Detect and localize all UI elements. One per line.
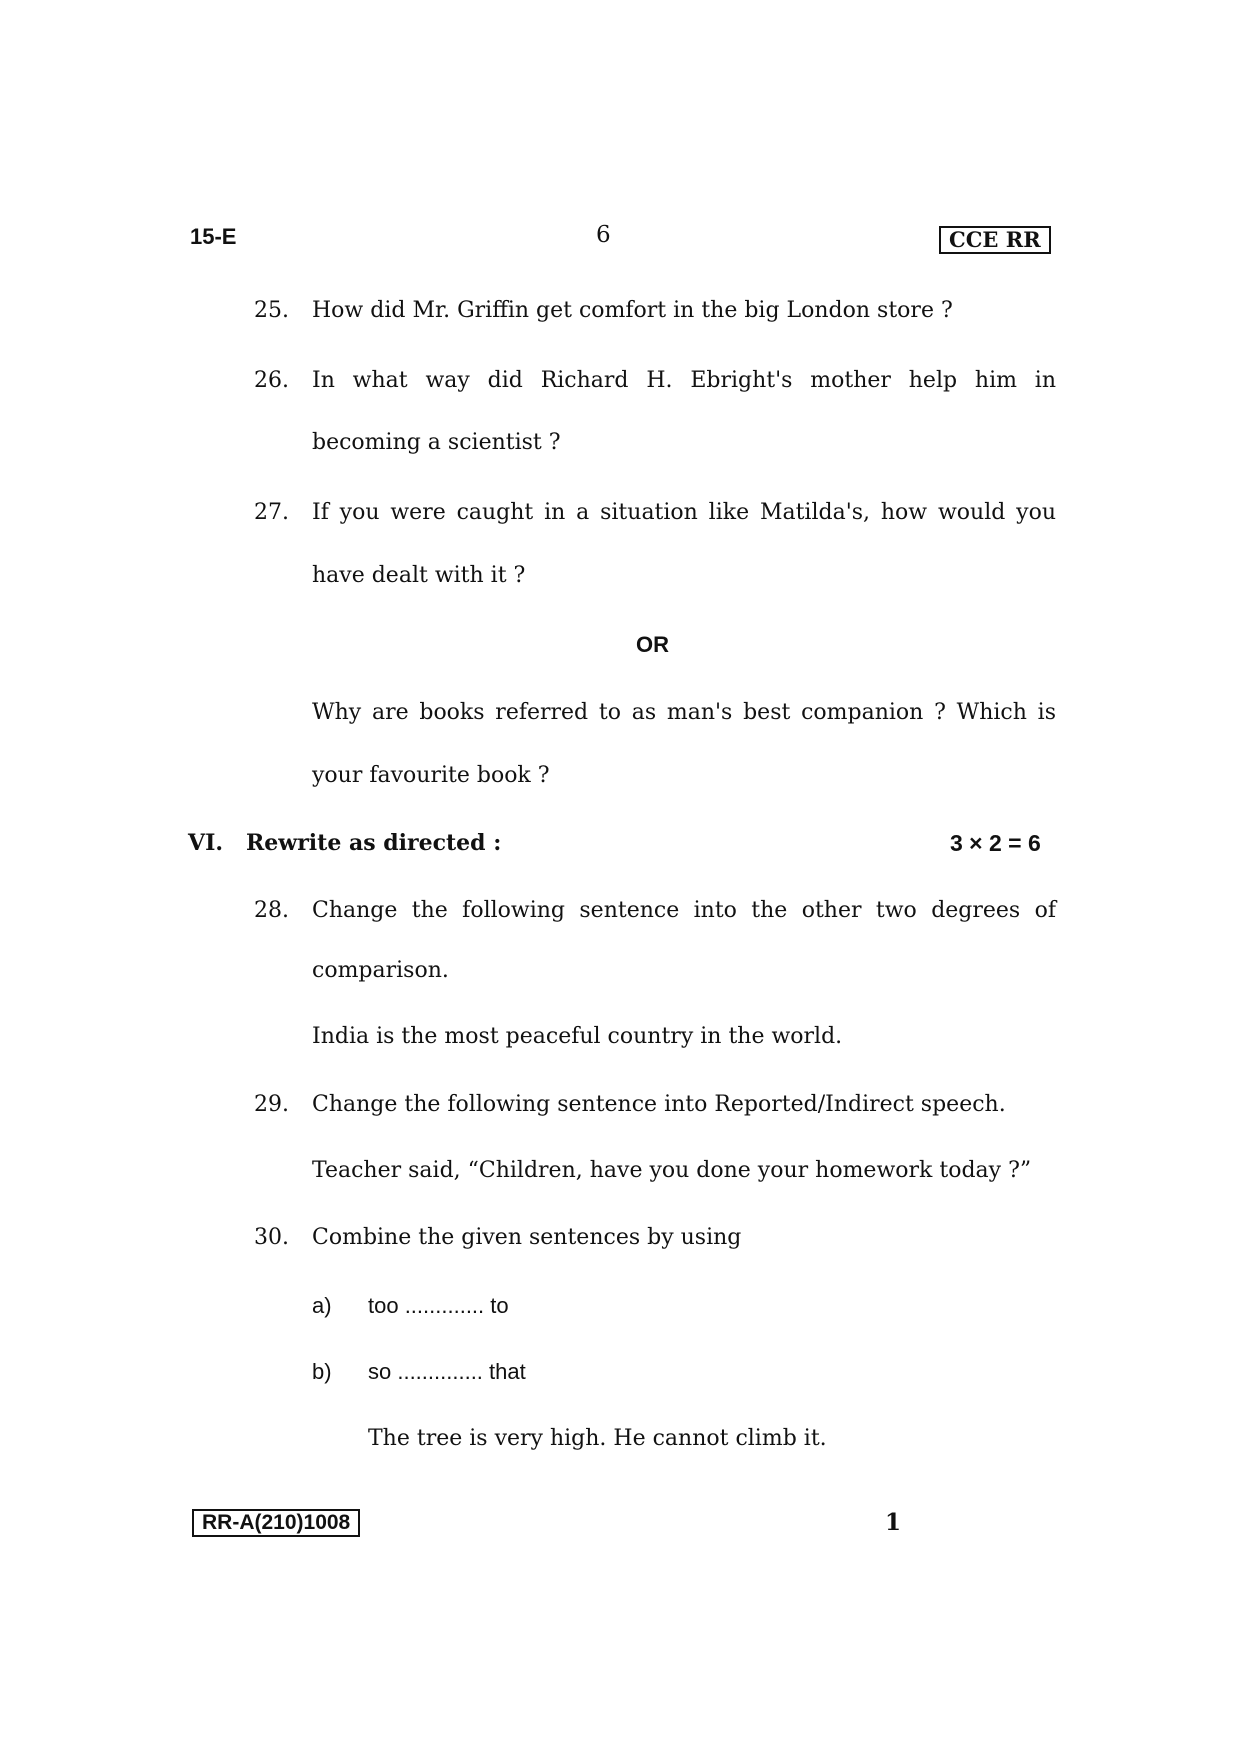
q28-sentence: India is the most peaceful country in the world. — [312, 1024, 843, 1049]
q26-line1: In what way did Richard H. Ebright's mother help him in — [312, 368, 1056, 393]
q29-number: 29. — [254, 1092, 289, 1117]
q27-alt-line1: Why are books referred to as man's best companion ? Which is — [312, 700, 1056, 725]
q30-option-a-text: too ............. to — [368, 1293, 509, 1318]
or-label: OR — [636, 632, 669, 657]
q25-text: How did Mr. Griffin get comfort in the big London store ? — [312, 298, 953, 323]
q30-option-a-label: a) — [312, 1293, 332, 1318]
q28-line2: comparison. — [312, 958, 449, 983]
q30-option-b-label: b) — [312, 1359, 332, 1384]
paper-code: 15-E — [190, 224, 237, 249]
footer-code-badge: RR-A(210)1008 — [192, 1509, 360, 1537]
q29-sentence: Teacher said, “Children, have you done your homework today ?” — [312, 1158, 1032, 1183]
section-vi-number: VI. — [188, 830, 224, 856]
q27-line2: have dealt with it ? — [312, 563, 526, 588]
q28-number: 28. — [254, 898, 289, 923]
q30-number: 30. — [254, 1225, 289, 1250]
cce-rr-badge: CCE RR — [939, 226, 1051, 254]
section-vi-title: Rewrite as directed : — [246, 830, 502, 856]
q30-line1: Combine the given sentences by using — [312, 1225, 742, 1250]
footer-number: 1 — [885, 1509, 902, 1536]
q30-sentence: The tree is very high. He cannot climb it. — [368, 1426, 827, 1451]
q27-line1: If you were caught in a situation like Matilda's, how would you — [312, 500, 1056, 525]
q27-alt-line2: your favourite book ? — [312, 763, 550, 788]
q30-option-b-text: so .............. that — [368, 1359, 526, 1384]
q26-line2: becoming a scientist ? — [312, 430, 561, 455]
q29-line1: Change the following sentence into Reported/Indirect speech. — [312, 1092, 1006, 1117]
q25-number: 25. — [254, 298, 289, 323]
q28-line1: Change the following sentence into the other two degrees of — [312, 898, 1056, 923]
page-number: 6 — [596, 222, 611, 248]
q26-number: 26. — [254, 368, 289, 393]
section-vi-marks: 3 × 2 = 6 — [950, 830, 1041, 856]
q27-number: 27. — [254, 500, 289, 525]
